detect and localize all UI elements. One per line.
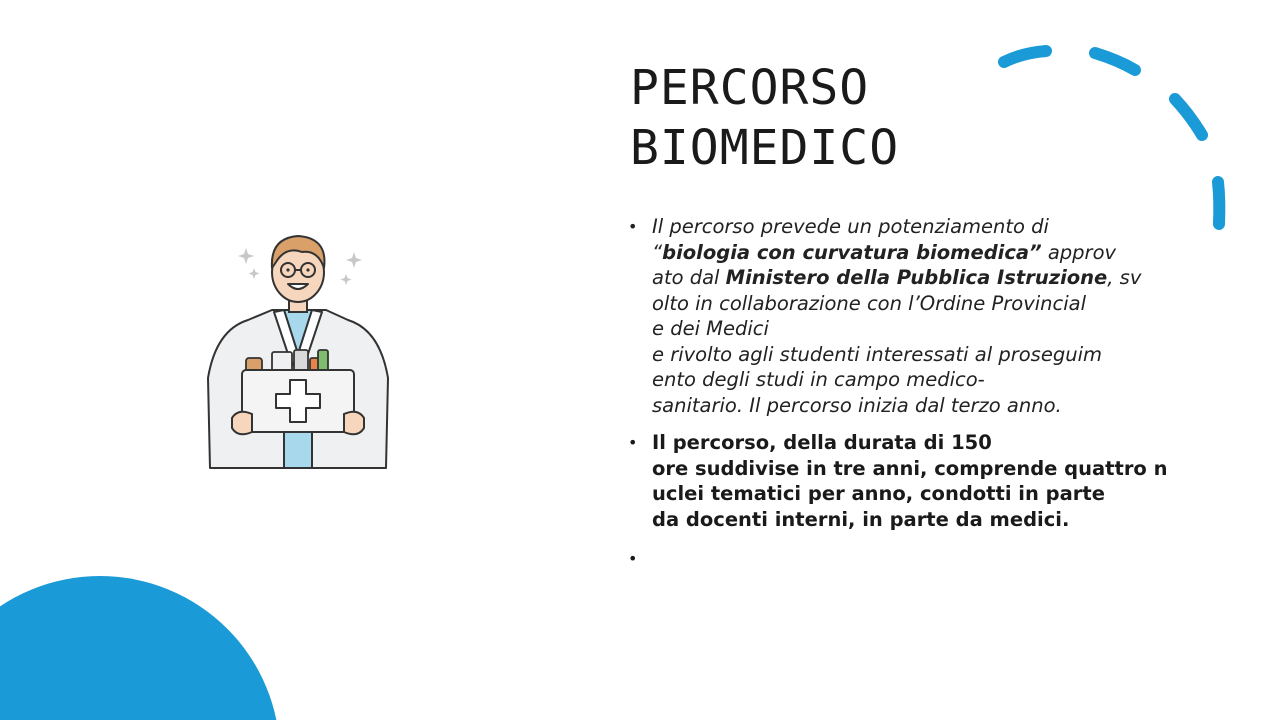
title-line: PERCORSO bbox=[630, 60, 870, 116]
emphasis-text: Ministero della Pubblica Istruzione bbox=[725, 266, 1108, 289]
doctor-holding-first-aid-kit-icon bbox=[196, 228, 401, 473]
bullet-line: • Il percorso prevede un potenziamento di bbox=[652, 215, 1049, 238]
dashed-arc-decoration bbox=[990, 40, 1250, 240]
emphasis-text: biologia con curvatura biomedica” bbox=[662, 240, 1042, 264]
bullet-line: sanitario. Il percorso inizia dal terzo anno. bbox=[652, 393, 1062, 417]
bullet-line: olto in collaborazione con l’Ordine Provincial bbox=[652, 291, 1087, 315]
slide-title bbox=[630, 58, 899, 178]
bullet-line: uclei tematici per anno, condotti in parte bbox=[652, 482, 1105, 505]
bullet-line: ore suddivise in tre anni, comprende quattro n bbox=[652, 456, 1168, 480]
bullet-line: da docenti interni, in parte da medici. bbox=[652, 507, 1070, 531]
bullet-item bbox=[628, 430, 1188, 532]
bullet-item bbox=[628, 214, 1188, 418]
bullet-list bbox=[628, 214, 1188, 572]
bullet-line: ato dal Ministero della Pubblica Istruzione, sv bbox=[652, 266, 1142, 289]
decorative-blue-circle bbox=[0, 576, 280, 720]
bullet-item-empty bbox=[628, 546, 1188, 572]
bullet-line: • Il percorso, della durata di 150 bbox=[652, 431, 992, 454]
bullet-line: e dei Medici bbox=[652, 317, 769, 340]
bullet-line: “biologia con curvatura biomedica” approv bbox=[652, 240, 1117, 264]
title-line: BIOMEDICO bbox=[630, 120, 900, 176]
bullet-line: ento degli studi in campo medico- bbox=[652, 368, 985, 391]
bullet-line: e rivolto agli studenti interessati al proseguim bbox=[652, 342, 1102, 366]
